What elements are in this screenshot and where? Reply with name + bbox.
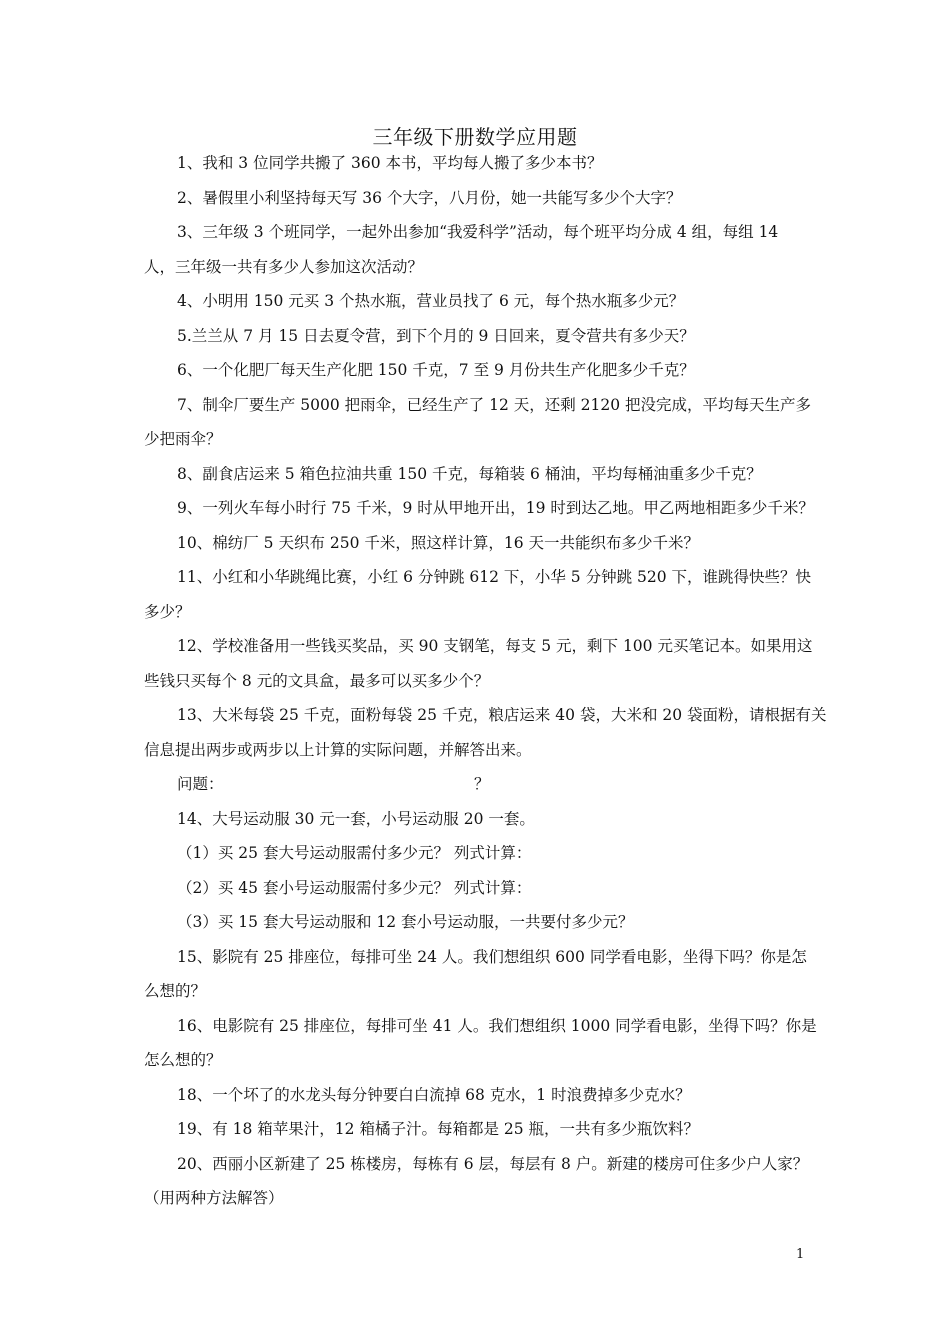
question-5: 5.兰兰从 7 月 15 日去夏令营，到下个月的 9 日回来，夏令营共有多少天？ [177, 326, 695, 345]
question-6: 6、一个化肥厂每天生产化肥 150 千克，7 至 9 月份共生产化肥多少千克？ [177, 361, 695, 379]
question-13-continued: 信息提出两步或两步以上计算的实际问题，并解答出来。 [144, 740, 532, 759]
question-1: 1、我和 3 位同学共搬了 360 本书，平均每人搬了多少本书？ [177, 154, 603, 172]
question-list [144, 152, 827, 1222]
question-7: 7、制伞厂要生产 5000 把雨伞，已经生产了 12 天，还剩 2120 把没完成，平均每天生产多 [177, 395, 812, 414]
page-number: 1 [796, 1247, 805, 1262]
question-mark: ？ [474, 775, 490, 793]
question-label: 问题： [177, 775, 224, 793]
question-14: 14、大号运动服 30 元一套，小号运动服 20 一套。 [177, 809, 535, 828]
question-4: 4、小明用 150 元买 3 个热水瓶，营业员找了 6 元，每个热水瓶多少元？ [177, 292, 685, 310]
question-7-continued: 少把雨伞？ [144, 430, 222, 448]
question-3-continued: 人，三年级一共有多少人参加这次活动？ [144, 257, 424, 276]
question-14-part-2: （2）买 45 套小号运动服需付多少元？ 列式计算： [177, 878, 532, 897]
page-title: 三年级下册数学应用题 [372, 125, 578, 149]
question-9: 9、一列火车每小时行 75 千米，9 时从甲地开出，19 时到达乙地。甲乙两地相距多少千米？ [177, 499, 814, 517]
question-16: 16、电影院有 25 排座位，每排可坐 41 人。我们想组织 1000 同学看电影，坐得下吗？你是 [177, 1016, 817, 1035]
question-3: 3、三年级 3 个班同学，一起外出参加“我爱科学”活动，每个班平均分成 4 组，每组 14 [177, 223, 779, 241]
question-10: 10、棉纺厂 5 天织布 250 千米，照这样计算，16 天一共能织布多少千米？ [177, 533, 700, 552]
question-11: 11、小红和小华跳绳比赛，小红 6 分钟跳 612 下，小华 5 分钟跳 520 下，谁跳得快些？快 [177, 568, 812, 586]
question-16-continued: 怎么想的？ [144, 1051, 222, 1069]
question-14-part-3: （3）买 15 套大号运动服和 12 套小号运动服，一共要付多少元？ [177, 913, 634, 931]
question-13: 13、大米每袋 25 千克，面粉每袋 25 千克，粮店运来 40 袋，大米和 20 袋面粉，请根据有关 [177, 706, 827, 724]
question-12-continued: 些钱只买每个 8 元的文具盒，最多可以买多少个？ [144, 671, 490, 690]
question-20: 20、西丽小区新建了 25 栋楼房，每栋有 6 层，每层有 8 户。新建的楼房可住多少户人家？ [177, 1154, 809, 1173]
question-14-part-1: （1）买 25 套大号运动服需付多少元？ 列式计算： [177, 844, 532, 862]
question-8: 8、副食店运来 5 箱色拉油共重 150 千克，每箱装 6 桶油，平均每桶油重多少千克？ [177, 464, 762, 483]
question-19: 19、有 18 箱苹果汁，12 箱橘子汁。每箱都是 25 瓶，一共有多少瓶饮料？ [177, 1120, 700, 1138]
question-18: 18、一个坏了的水龙头每分钟要白白流掉 68 克水，1 时浪费掉多少克水？ [177, 1085, 691, 1104]
question-2: 2、暑假里小利坚持每天写 36 个大字，八月份，她一共能写多少个大字？ [177, 188, 682, 207]
question-13-blank [144, 773, 812, 808]
question-15-continued: 么想的？ [144, 982, 207, 1000]
question-15: 15、影院有 25 排座位，每排可坐 24 人。我们想组织 600 同学看电影，坐得下吗？你是怎 [177, 947, 807, 966]
question-12: 12、学校准备用一些钱买奖品，买 90 支钢笔，每支 5 元，剩下 100 元买笔记本。如果用这 [177, 637, 813, 655]
question-11-continued: 多少？ [144, 602, 191, 621]
question-20-continued: （用两种方法解答） [144, 1189, 284, 1207]
